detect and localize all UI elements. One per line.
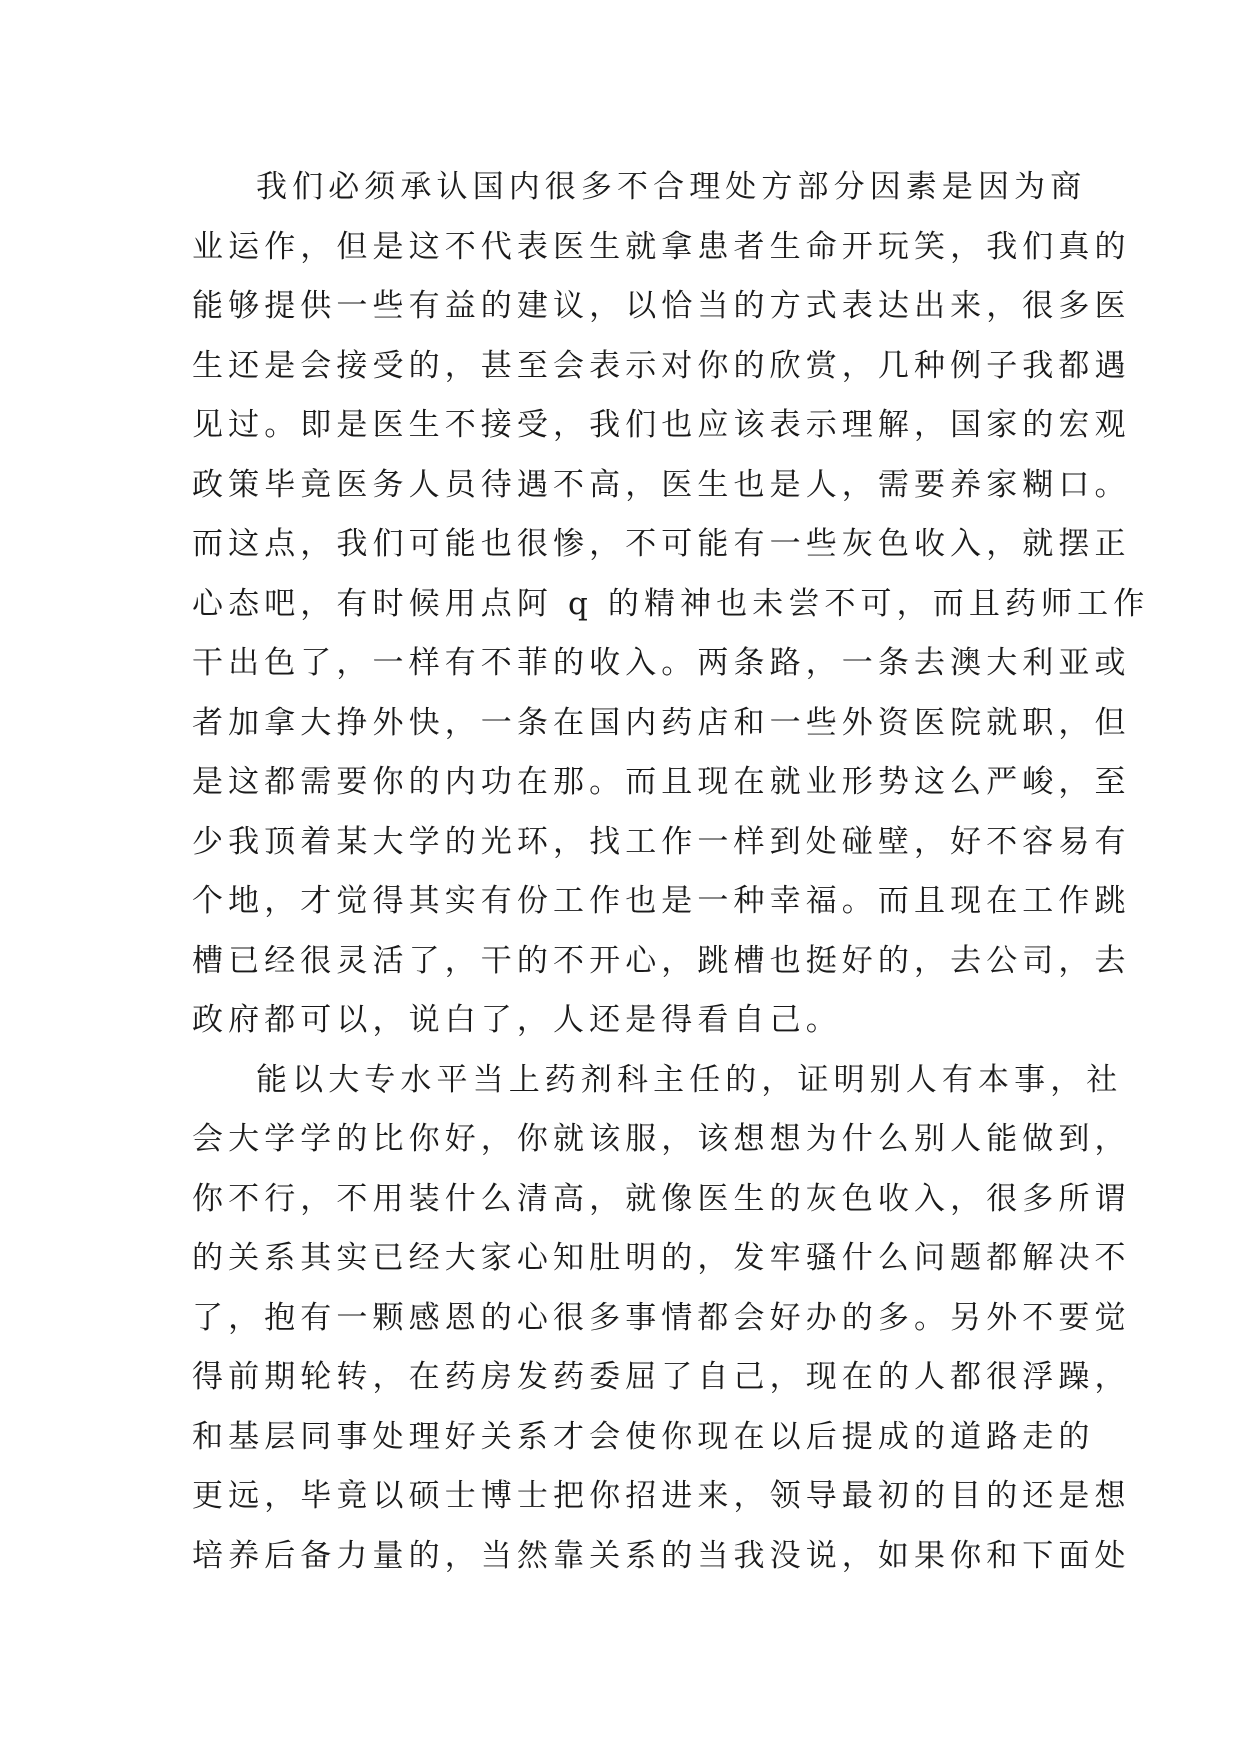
text-line: 槽已经很灵活了，干的不开心，跳槽也挺好的，去公司，去 bbox=[192, 942, 1131, 979]
text-line: 更远，毕竟以硕士博士把你招进来，领导最初的目的还是想 bbox=[192, 1478, 1131, 1514]
text-line: 能够提供一些有益的建议，以恰当的方式表达出来，很多医 bbox=[192, 288, 1131, 324]
text-line: 培养后备力量的，当然靠关系的当我没说，如果你和下面处 bbox=[192, 1537, 1131, 1574]
text-line: 能以大专水平当上药剂科主任的，证明别人有本事，社 bbox=[256, 1061, 1123, 1098]
text-line: 了，抱有一颗感恩的心很多事情都会好办的多。另外不要觉 bbox=[192, 1299, 1131, 1336]
paragraph-1 bbox=[192, 158, 1150, 1051]
body-text bbox=[192, 158, 1150, 1586]
paragraph-2 bbox=[192, 1051, 1131, 1587]
text-line: 你不行，不用装什么清高，就像医生的灰色收入，很多所谓 bbox=[192, 1180, 1131, 1217]
text-line: 者加拿大挣外快，一条在国内药店和一些外资医院就职，但 bbox=[192, 704, 1131, 741]
text-line: 政策毕竟医务人员待遇不高，医生也是人，需要养家糊口。 bbox=[192, 466, 1131, 503]
text-line: 干出色了，一样有不菲的收入。两条路，一条去澳大利亚或 bbox=[192, 645, 1131, 681]
text-line: 个地，才觉得其实有份工作也是一种幸福。而且现在工作跳 bbox=[192, 883, 1131, 919]
text-line: 心态吧，有时候用点阿 q 的精神也未尝不可，而且药师工作 bbox=[192, 585, 1150, 622]
text-line: 见过。即是医生不接受，我们也应该表示理解，国家的宏观 bbox=[192, 407, 1131, 443]
text-line: 是这都需要你的内功在那。而且现在就业形势这么严峻，至 bbox=[192, 764, 1131, 800]
text-line: 会大学学的比你好，你就该服，该想想为什么别人能做到， bbox=[192, 1121, 1131, 1157]
text-line: 政府都可以，说白了，人还是得看自己。 bbox=[192, 1002, 842, 1038]
text-line: 而这点，我们可能也很惨，不可能有一些灰色收入，就摆正 bbox=[192, 526, 1131, 562]
text-line: 生还是会接受的，甚至会表示对你的欣赏，几种例子我都遇 bbox=[192, 347, 1131, 384]
text-line: 少我顶着某大学的光环，找工作一样到处碰壁，好不容易有 bbox=[192, 823, 1131, 860]
text-line: 的关系其实已经大家心知肚明的，发牢骚什么问题都解决不 bbox=[192, 1240, 1131, 1276]
text-line: 我们必须承认国内很多不合理处方部分因素是因为商 bbox=[256, 169, 1087, 205]
text-line: 和基层同事处理好关系才会使你现在以后提成的道路走的 bbox=[192, 1418, 1095, 1455]
text-line: 得前期轮转，在药房发药委屈了自己，现在的人都很浮躁， bbox=[192, 1359, 1131, 1395]
text-line: 业运作，但是这不代表医生就拿患者生命开玩笑，我们真的 bbox=[192, 228, 1131, 265]
